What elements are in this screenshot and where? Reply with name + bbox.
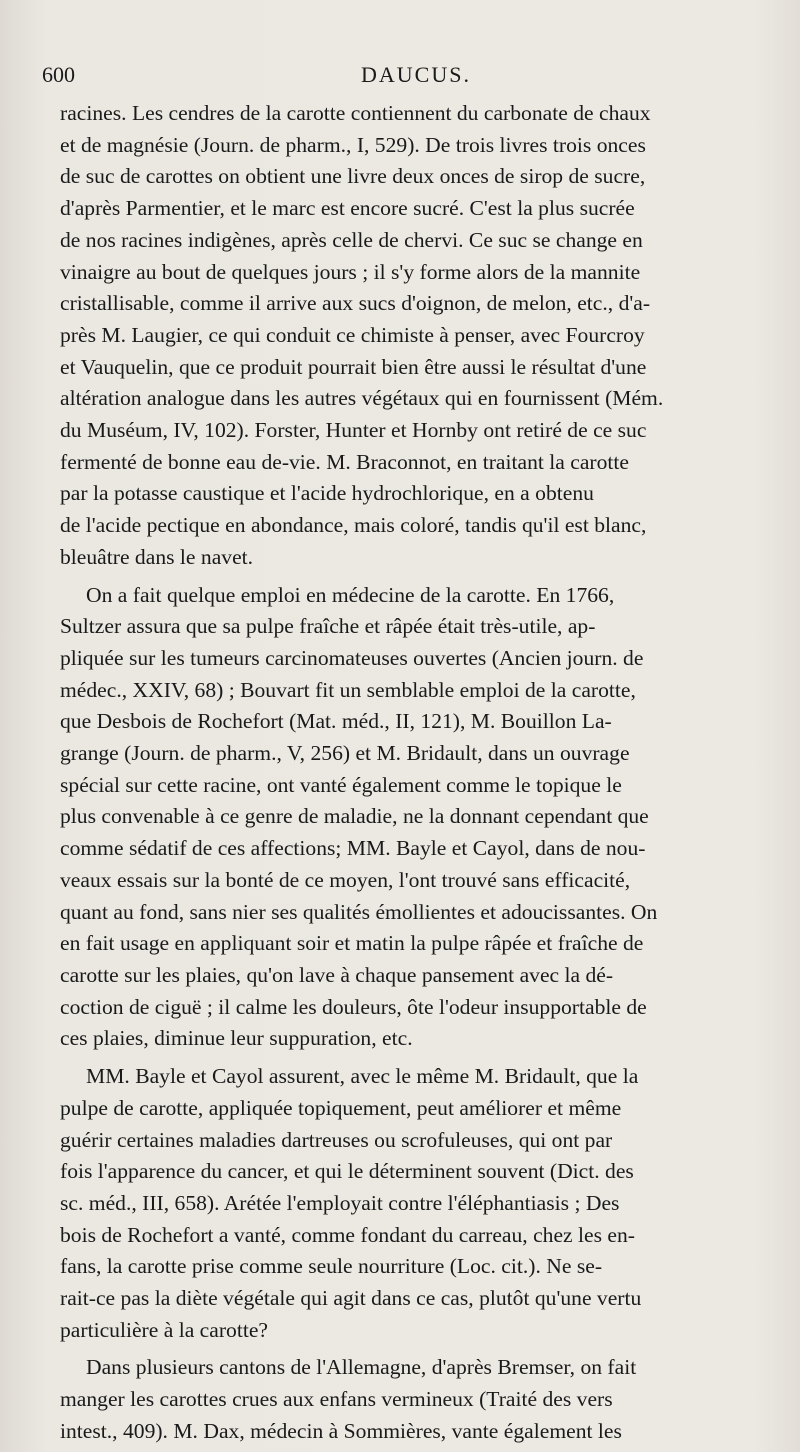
- text-line: de suc de carottes on obtient une livre deux onces de sirop de sucre,: [60, 164, 646, 189]
- text-line: médec., XXIV, 68) ; Bouvart fit un semblable emploi de la carotte,: [60, 677, 636, 702]
- text-line: MM. Bayle et Cayol assurent, avec le même M. Bridault, que la: [86, 1064, 639, 1089]
- text-line: bois de Rochefort a vanté, comme fondant du carreau, chez les en-: [60, 1222, 635, 1247]
- text-line: cristallisable, comme il arrive aux sucs d'oignon, de melon, etc., d'a-: [60, 291, 651, 316]
- text-line: altération analogue dans les autres végétaux qui en fournissent (Mém.: [60, 386, 664, 411]
- text-line: fois l'apparence du cancer, et qui le déterminent souvent (Dict. des: [60, 1159, 634, 1184]
- text-line: ces plaies, diminue leur suppuration, etc.: [60, 1026, 413, 1051]
- text-line: racines. Les cendres de la carotte contiennent du carbonate de chaux: [60, 101, 651, 125]
- text-line: d'après Parmentier, et le marc est encore sucré. C'est la plus sucrée: [60, 196, 635, 221]
- text-line: veaux essais sur la bonté de ce moyen, l'ont trouvé sans efficacité,: [60, 867, 631, 892]
- text-line: guérir certaines maladies dartreuses ou scrofuleuses, qui ont par: [60, 1127, 613, 1152]
- text-line: particulière à la carotte?: [60, 1317, 268, 1342]
- text-line: grange (Journ. de pharm., V, 256) et M. Bridault, dans un ouvrage: [60, 741, 630, 766]
- text-line: de nos racines indigènes, après celle de chervi. Ce suc se change en: [60, 227, 643, 252]
- text-line: de l'acide pectique en abondance, mais coloré, tandis qu'il est blanc,: [60, 513, 647, 538]
- paragraph: [60, 580, 772, 1056]
- text-line: près M. Laugier, ce qui conduit ce chimiste à penser, avec Fourcroy: [60, 322, 645, 347]
- paragraph: [60, 1061, 772, 1346]
- text-line: comme sédatif de ces affections; MM. Bayle et Cayol, dans de nou-: [60, 836, 646, 861]
- text-line: intest., 409). M. Dax, médecin à Sommières, vante également les: [60, 1418, 622, 1443]
- text-line: coction de ciguë ; il calme les douleurs, ôte l'odeur insupportable de: [60, 994, 647, 1019]
- text-line: pliquée sur les tumeurs carcinomateuses ouvertes (Ancien journ. de: [60, 645, 644, 670]
- text-line: fermenté de bonne eau de-vie. M. Braconnot, en traitant la carotte: [60, 449, 629, 474]
- text-line: spécial sur cette racine, ont vanté également comme le topique le: [60, 772, 622, 797]
- text-line: rait-ce pas la diète végétale qui agit dans ce cas, plutôt qu'une vertu: [60, 1286, 642, 1311]
- page-header: [42, 58, 772, 92]
- page-body: [60, 98, 772, 1448]
- text-line: vinaigre au bout de quelques jours ; il s'y forme alors de la mannite: [60, 259, 641, 284]
- running-head: DAUCUS.: [361, 62, 471, 87]
- text-line: que Desbois de Rochefort (Mat. méd., II, 121), M. Bouillon La-: [60, 709, 612, 734]
- text-line: quant au fond, sans nier ses qualités émollientes et adoucissantes. On: [60, 899, 658, 924]
- text-line: et de magnésie (Journ. de pharm., I, 529). De trois livres trois onces: [60, 132, 646, 157]
- text-line: en fait usage en appliquant soir et matin la pulpe râpée et fraîche de: [60, 931, 644, 956]
- text-line: manger les carottes crues aux enfans vermineux (Traité des vers: [60, 1387, 613, 1412]
- text-line: pulpe de carotte, appliquée topiquement, peut améliorer et même: [60, 1095, 622, 1120]
- paragraph: [60, 98, 772, 574]
- page-number: 600: [42, 62, 75, 87]
- text-line: plus convenable à ce genre de maladie, ne la donnant cependant que: [60, 804, 649, 829]
- paragraph: [60, 1352, 772, 1447]
- text-line: par la potasse caustique et l'acide hydrochlorique, en a obtenu: [60, 481, 594, 506]
- text-line: bleuâtre dans le navet.: [60, 544, 254, 569]
- text-line: Dans plusieurs cantons de l'Allemagne, d'après Bremser, on fait: [86, 1355, 637, 1380]
- text-line: Sultzer assura que sa pulpe fraîche et râpée était très-utile, ap-: [60, 614, 596, 639]
- text-line: sc. méd., III, 658). Arétée l'employait contre l'éléphantiasis ; Des: [60, 1190, 620, 1215]
- text-line: On a fait quelque emploi en médecine de la carotte. En 1766,: [86, 582, 615, 607]
- text-line: et Vauquelin, que ce produit pourrait bien être aussi le résultat d'une: [60, 354, 647, 379]
- text-line: fans, la carotte prise comme seule nourriture (Loc. cit.). Ne se-: [60, 1254, 603, 1279]
- text-line: du Muséum, IV, 102). Forster, Hunter et Hornby ont retiré de ce suc: [60, 418, 647, 443]
- text-line: carotte sur les plaies, qu'on lave à chaque pansement avec la dé-: [60, 962, 614, 987]
